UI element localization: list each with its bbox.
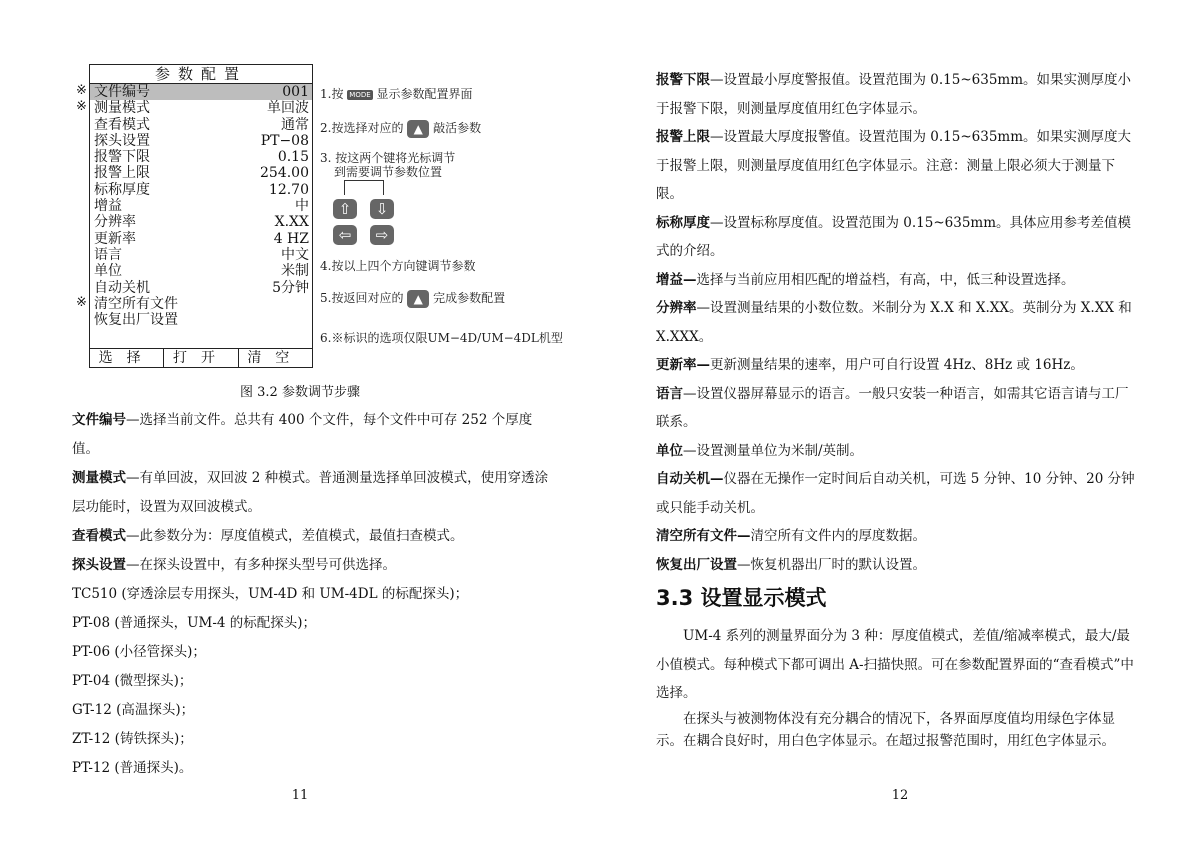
menu-row	[90, 231, 312, 247]
paragraph: 标称厚度—设置标称厚度值。设置范围为 0.15~635mm。具体应用参考差值模式的介绍。	[656, 214, 1132, 259]
menu-row	[90, 182, 312, 198]
step-4: 4.按以上四个方向键调节参数	[320, 259, 476, 273]
paragraph: 单位—设置测量单位为米制/英制。	[656, 442, 864, 459]
menu-row-label: 自动关机	[94, 279, 150, 296]
menu-row-label: 清空所有文件	[94, 295, 178, 312]
up-key-icon: ▲	[407, 290, 429, 308]
list-item: PT-06 (小径管探头)；	[72, 644, 206, 660]
menu-row	[90, 149, 312, 165]
menu-row-label: 测量模式	[94, 100, 150, 117]
arrow-right-icon: ⇨	[370, 225, 394, 245]
menu-row-value: 米制	[281, 263, 309, 280]
menu-row-value: 0.15	[277, 149, 309, 166]
menu-row	[90, 100, 312, 116]
paragraph: 增益—选择与当前应用相匹配的增益档，有高，中，低三种设置选择。	[656, 271, 1075, 288]
step-1: 1.按 MODE 显示参数配置界面	[320, 87, 473, 101]
paragraph: 在探头与被测物体没有充分耦合的情况下，各界面厚度值均用绿色字体显示。在耦合良好时，用白色字体显示。在超过报警范围时，用红色字体显示。	[656, 710, 1115, 749]
menu-row-label: 报警上限	[94, 165, 150, 182]
arrow-up-icon: ⇧	[333, 199, 357, 219]
right-page	[600, 0, 1200, 848]
menu-row-label: 语言	[94, 246, 122, 263]
left-paragraphs	[72, 406, 550, 783]
menu-row-label: 探头设置	[94, 132, 150, 149]
step-6: 6.※标识的选项仅限UM−4D/UM−4DL机型	[320, 331, 563, 345]
step-3: 3. 按这两个键将光标调节 到需要调节参数位置	[320, 151, 456, 179]
menu-row	[90, 296, 312, 312]
menu-row	[90, 263, 312, 279]
menu-list	[90, 84, 312, 328]
menu-row-value: 254.00	[260, 165, 309, 182]
option-mark: ※	[76, 83, 87, 98]
menu-row	[90, 247, 312, 263]
parameter-config-screen	[89, 64, 313, 368]
list-item: GT-12 (高温探头)；	[72, 702, 195, 718]
menu-row	[90, 117, 312, 133]
menu-row-value: 单回波	[267, 100, 309, 117]
up-key-icon: ▲	[407, 120, 429, 138]
paragraph: 报警上限—设置最大厚度报警值。设置范围为 0.15~635mm。如果实测厚度大于报警上限，则测量厚度值用红色字体显示。注意：测量上限必须大于测量下限。	[656, 129, 1132, 202]
menu-row-value: 中文	[281, 246, 309, 263]
menu-row	[90, 198, 312, 214]
menu-row-value: 通常	[281, 116, 309, 133]
menu-row-value: 001	[282, 84, 309, 100]
paragraph: 分辨率—设置测量结果的小数位数。米制分为 X.X 和 X.XX。英制分为 X.XX 和 X.XXX。	[656, 300, 1132, 345]
menu-row	[90, 84, 312, 100]
list-item: PT-04 (微型探头)；	[72, 673, 193, 689]
list-item: TC510 (穿透涂层专用探头，UM-4D 和 UM-4DL 的标配探头)；	[72, 586, 469, 602]
menu-row-label: 增益	[94, 198, 122, 215]
menu-row-label: 文件编号	[94, 84, 150, 100]
softkey-bar	[90, 348, 312, 367]
paragraph: 自动关机—仪器在无操作一定时间后自动关机，可选 5 分钟、10 分钟、20 分钟或只能手动关机。	[656, 471, 1135, 516]
option-mark: ※	[76, 294, 87, 310]
paragraph: 清空所有文件—清空所有文件内的厚度数据。	[656, 528, 926, 544]
menu-row-label: 分辨率	[94, 214, 136, 231]
screen-title: 参数配置	[90, 65, 312, 84]
menu-row-label: 恢复出厂设置	[94, 312, 178, 329]
paragraph: 语言—设置仪器屏幕显示的语言。一般只安装一种语言，如需其它语言请与工厂联系。	[656, 385, 1129, 430]
menu-row	[90, 133, 312, 149]
bracket-line	[344, 180, 384, 195]
figure-caption: 图 3.2 参数调节步骤	[240, 385, 360, 400]
paragraph: 更新率—更新测量结果的速率，用户可自行设置 4Hz、8Hz 或 16Hz。	[656, 357, 1084, 373]
page-number: 11	[291, 788, 309, 803]
menu-row	[90, 165, 312, 181]
menu-row-value: 12.70	[268, 181, 309, 198]
menu-row-label: 更新率	[94, 230, 136, 247]
paragraph: 恢复出厂设置—恢复机器出厂时的默认设置。	[656, 556, 926, 573]
menu-row-value: 中	[295, 198, 309, 215]
softkey-open: 打开	[164, 349, 238, 367]
list-item: PT-08 (普通探头，UM-4 的标配探头)；	[72, 615, 317, 631]
menu-row	[90, 214, 312, 230]
section-body	[656, 622, 1136, 752]
page-number: 12	[891, 788, 909, 803]
menu-row	[90, 280, 312, 296]
menu-row-value: X.XX	[274, 214, 309, 231]
menu-row-label: 标称厚度	[94, 181, 150, 198]
step-5: 5.按返回对应的 ▲ 完成参数配置	[320, 291, 506, 306]
softkey-select: 选择	[90, 349, 164, 367]
list-item: ZT-12 (铸铁探头)；	[72, 731, 193, 747]
softkey-clear: 清空	[247, 350, 304, 366]
menu-row-value: PT−08	[260, 132, 309, 149]
menu-row	[90, 312, 312, 328]
menu-row-value: 4 HZ	[273, 230, 309, 247]
mode-key-icon: MODE	[349, 90, 371, 99]
step-2: 2.按选择对应的 ▲ 敲活参数	[320, 121, 482, 136]
option-mark: ※	[76, 99, 87, 115]
paragraph: 报警下限—设置最小厚度警报值。设置范围为 0.15~635mm。如果实测厚度小于报警下限，则测量厚度值用红色字体显示。	[656, 72, 1132, 117]
list-item: PT-12 (普通探头)。	[72, 760, 193, 776]
menu-row-label: 查看模式	[94, 116, 150, 133]
paragraph: 文件编号—选择当前文件。总共有 400 个文件，每个文件中可存 252 个厚度值。	[72, 412, 533, 457]
menu-row-label: 报警下限	[94, 149, 150, 166]
paragraph: 测量模式—有单回波，双回波 2 种模式。普通测量选择单回波模式，使用穿透涂层功能时，设置为双回波模式。	[72, 470, 549, 515]
paragraph: 查看模式—此参数分为：厚度值模式，差值模式，最值扫查模式。	[72, 528, 464, 544]
menu-row-label: 单位	[94, 263, 122, 280]
paragraph: 探头设置—在探头设置中，有多种探头型号可供选择。	[72, 557, 396, 573]
section-heading: 3.3 设置显示模式	[656, 586, 827, 610]
right-paragraphs	[656, 66, 1136, 579]
arrow-left-icon: ⇦	[333, 225, 357, 245]
menu-row-value: 5分钟	[272, 279, 309, 296]
arrow-down-icon: ⇩	[370, 199, 394, 219]
paragraph: UM-4 系列的测量界面分为 3 种：厚度值模式，差值/缩减率模式，最大/最小值模式。每种模式下都可调出 A-扫描快照。可在参数配置界面的“查看模式”中选择。	[656, 628, 1134, 701]
